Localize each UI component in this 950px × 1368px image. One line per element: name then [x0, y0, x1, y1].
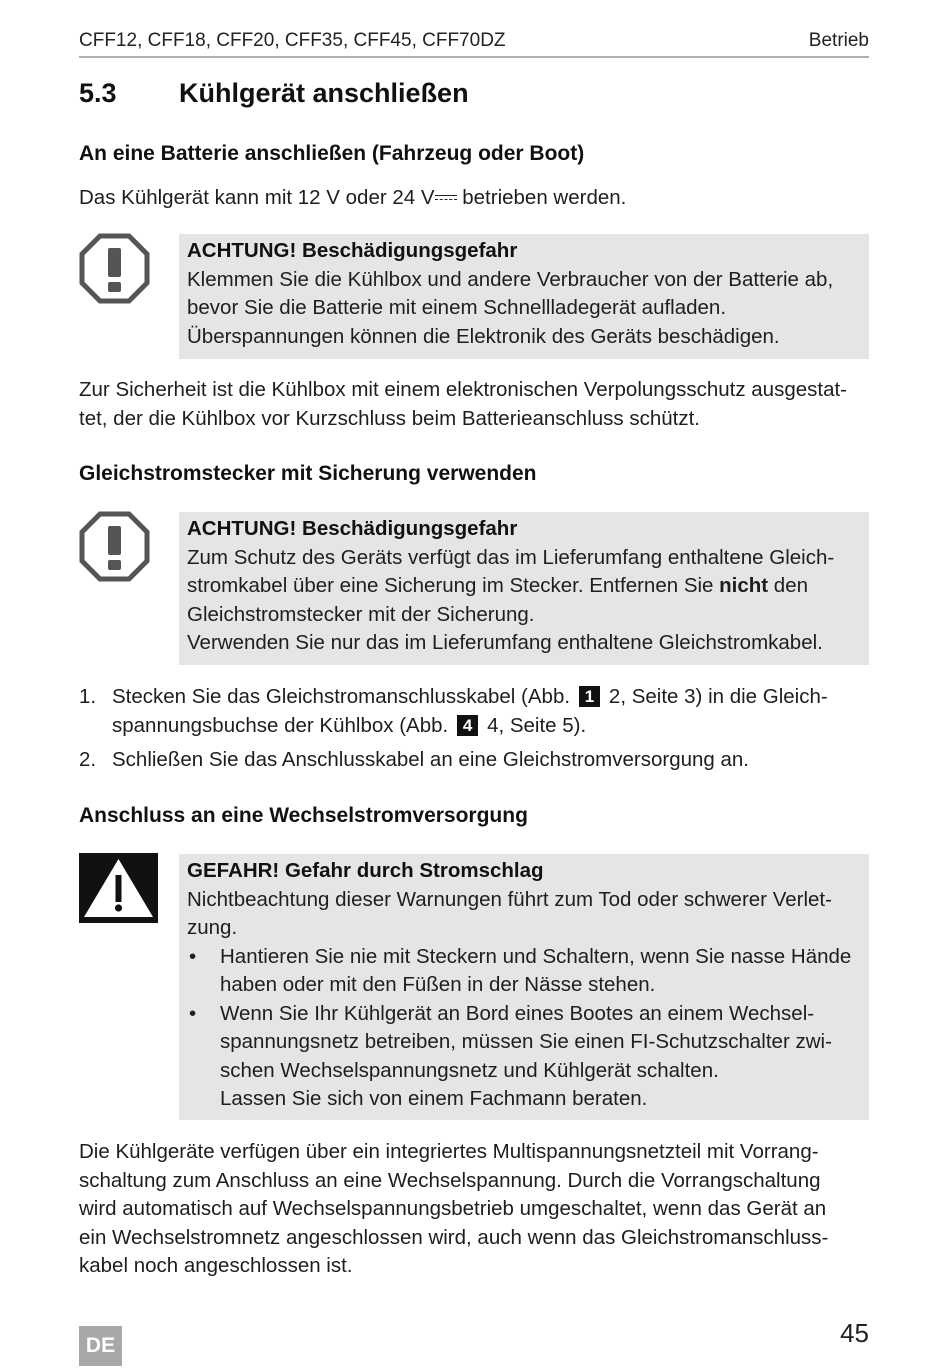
notice-text: stromkabel über eine Sicherung im Stecker. Entfernen Sie: [187, 574, 720, 597]
notice-emphasis: nicht: [719, 574, 769, 597]
ac-closing-paragraph: [79, 1138, 871, 1281]
notice-line: Lassen Sie sich von einem Fachmann beraten.: [220, 1087, 648, 1110]
notice-line: Verwenden Sie nur das im Lieferumfang enthaltene Gleichstromkabel.: [187, 631, 823, 654]
header-section: Betrieb: [808, 30, 869, 51]
section-heading: Kühlgerät anschließen: [179, 78, 469, 108]
notice-line: Hantieren Sie nie mit Steckern und Schaltern, wenn Sie nasse Hände: [220, 944, 852, 968]
list-item: [79, 746, 869, 775]
step-number: 1.: [79, 685, 97, 708]
protection-paragraph: [79, 376, 871, 433]
notice-line: Klemmen Sie die Kühlbox und andere Verbraucher von der Batterie ab,: [187, 267, 834, 291]
battery-notice: [179, 234, 869, 359]
notice-line: [187, 572, 861, 601]
battery-intro: [79, 184, 871, 213]
notice-title: ACHTUNG! Beschädigungsgefahr: [187, 239, 518, 262]
battery-intro-text: Das Kühlgerät kann mit 12 V oder 24 V: [79, 186, 435, 209]
ac-heading: Anschluss an eine Wechselstromversorgung: [79, 804, 528, 827]
battery-intro-text-end: betrieben werden.: [456, 186, 627, 209]
list-item: [187, 1000, 861, 1114]
page-number: 45: [840, 1318, 869, 1348]
paragraph-line: kabel noch angeschlossen ist.: [79, 1254, 353, 1277]
battery-heading: An eine Batterie anschließen (Fahrzeug oder Boot): [79, 142, 585, 165]
paragraph-line: Zur Sicherheit ist die Kühlbox mit einem elektronischen Verpolungsschutz ausgestat-: [79, 378, 848, 401]
caution-octagon-icon: [79, 233, 150, 304]
notice-line: bevor Sie die Batterie mit einem Schnellladegerät aufladen.: [187, 296, 727, 319]
dc-plug-heading: Gleichstromstecker mit Sicherung verwenden: [79, 462, 537, 485]
steps-list: [79, 683, 869, 781]
list-item: [79, 683, 869, 740]
header-models: CFF12, CFF18, CFF20, CFF35, CFF45, CFF70DZ: [79, 30, 506, 51]
section-title: [79, 78, 469, 109]
section-number: 5.3: [79, 78, 117, 108]
notice-line: Wenn Sie Ihr Kühlgerät an Bord eines Bootes an einem Wechsel-: [220, 1001, 815, 1025]
figure-reference: 4: [457, 715, 478, 736]
bullet-mark: •: [189, 1001, 197, 1025]
language-badge: DE: [79, 1326, 122, 1366]
ac-notice: [179, 854, 869, 1120]
warning-bullets: [187, 943, 861, 1114]
step-text: 4, Seite 5).: [481, 713, 587, 737]
step-text: spannungsbuchse der Kühlbox (Abb.: [112, 713, 454, 737]
caution-octagon-icon: [79, 511, 150, 582]
warning-triangle-icon: [79, 853, 158, 923]
step-text: Schließen Sie das Anschlusskabel an eine Gleichstromversorgung an.: [112, 748, 749, 771]
notice-line: spannungsnetz betreiben, müssen Sie einen FI-Schutzschalter zwi-: [220, 1030, 832, 1053]
figure-reference: 1: [579, 686, 600, 707]
paragraph-line: Die Kühlgeräte verfügen über ein integriertes Multispannungsnetzteil mit Vorrang-: [79, 1140, 819, 1163]
step-number: 2.: [79, 748, 97, 771]
paragraph-line: tet, der die Kühlbox vor Kurzschluss beim Batterieanschluss schützt.: [79, 406, 700, 430]
notice-line: zung.: [187, 916, 238, 939]
paragraph-line: schaltung zum Anschluss an eine Wechselspannung. Durch die Vorrangschaltung: [79, 1168, 821, 1192]
notice-line: Gleichstromstecker mit der Sicherung.: [187, 602, 535, 626]
dc-symbol-icon: [435, 190, 457, 204]
page-header: [79, 30, 869, 58]
notice-title: ACHTUNG! Beschädigungsgefahr: [187, 517, 518, 540]
notice-line: Zum Schutz des Geräts verfügt das im Lieferumfang enthaltene Gleich-: [187, 545, 835, 569]
list-item: [187, 943, 861, 1000]
step-text: Stecken Sie das Gleichstromanschlusskabel (Abb.: [112, 685, 576, 708]
paragraph-line: ein Wechselstromnetz angeschlossen wird, auch wenn das Gleichstromanschluss-: [79, 1225, 829, 1249]
bullet-mark: •: [189, 944, 197, 968]
paragraph-line: wird automatisch auf Wechselspannungsbetrieb umgeschaltet, wenn das Gerät an: [79, 1197, 827, 1220]
notice-title: GEFAHR! Gefahr durch Stromschlag: [187, 859, 544, 882]
step-text: 2, Seite 3) in die Gleich-: [603, 685, 828, 708]
notice-line: Nichtbeachtung dieser Warnungen führt zum Tod oder schwerer Verlet-: [187, 887, 832, 911]
notice-line: haben oder mit den Füßen in der Nässe stehen.: [220, 973, 656, 996]
dc-plug-notice: [179, 512, 869, 665]
notice-text: den: [768, 574, 809, 597]
notice-line: Überspannungen können die Elektronik des Geräts beschädigen.: [187, 324, 780, 348]
notice-line: schen Wechselspannungsnetz und Kühlgerät schalten.: [220, 1058, 719, 1082]
